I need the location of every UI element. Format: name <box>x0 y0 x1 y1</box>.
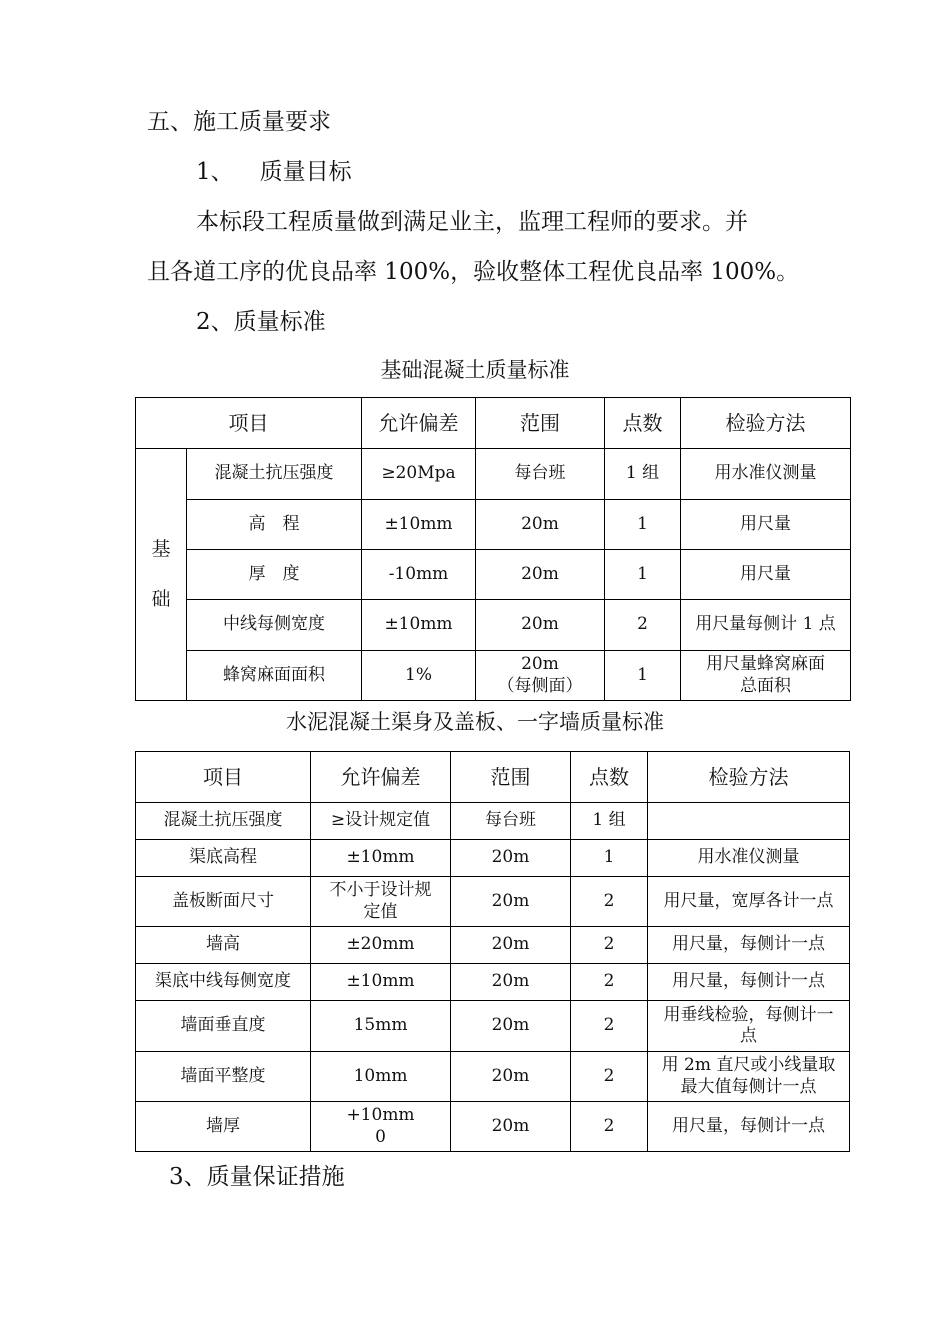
cell-tolerance: ≥设计规定值 <box>311 803 451 840</box>
table2-header-tolerance: 允许偏差 <box>311 752 451 803</box>
paragraph-line-1: 本标段工程质量做到满足业主，监理工程师的要求。并 <box>196 209 748 235</box>
cell-item: 混凝土抗压强度 <box>136 803 311 840</box>
cell-item: 墙厚 <box>136 1102 311 1152</box>
cell-range: 20m <box>451 964 571 1001</box>
cell-tolerance-line: 不小于设计规 <box>329 880 432 901</box>
cell-item: 蜂窝麻面面积 <box>187 651 362 701</box>
table1-header-range: 范围 <box>476 398 605 449</box>
table2-header-item: 项目 <box>136 752 311 803</box>
cell-range-line: （每侧面） <box>497 675 583 696</box>
cell-item: 中线每侧宽度 <box>187 600 362 651</box>
foundation-quality-table <box>135 397 851 701</box>
table1-header-row <box>136 398 851 449</box>
cell-method <box>648 1052 850 1102</box>
cell-range: 20m <box>451 1052 571 1102</box>
cell-item: 混凝土抗压强度 <box>187 449 362 500</box>
cell-tolerance: 15mm <box>311 1001 451 1052</box>
cell-method <box>648 1001 850 1052</box>
cell-tolerance <box>311 1102 451 1152</box>
cell-method <box>648 803 850 840</box>
group-label-foundation <box>136 449 187 701</box>
cell-tolerance: 10mm <box>311 1052 451 1102</box>
cell-item: 高 程 <box>187 500 362 550</box>
cell-item: 厚 度 <box>187 550 362 600</box>
cell-tolerance: ±10mm <box>311 964 451 1001</box>
cell-range: 20m <box>451 1102 571 1152</box>
cell-item: 渠底中线每侧宽度 <box>136 964 311 1001</box>
table-row <box>136 500 851 550</box>
cell-range: 20m <box>476 600 605 651</box>
table1-header-tolerance: 允许偏差 <box>362 398 476 449</box>
cell-range-line: 20m <box>521 654 559 675</box>
paragraph-line-2: 且各道工序的优良品率 100%，验收整体工程优良品率 100%。 <box>147 259 800 285</box>
cell-range: 20m <box>476 500 605 550</box>
cell-range: 每台班 <box>451 803 571 840</box>
cell-method: 用水准仪测量 <box>648 840 850 877</box>
table2-header-points: 点数 <box>571 752 648 803</box>
cell-method: 用尺量 <box>681 500 851 550</box>
table2-header-row <box>136 752 850 803</box>
cell-range: 20m <box>476 550 605 600</box>
cell-points: 1 <box>571 840 648 877</box>
table2-caption: 水泥混凝土渠身及盖板、一字墙质量标准 <box>286 710 664 734</box>
table-row <box>136 651 851 701</box>
cell-method-line: 用垂线检验，每侧计一 <box>663 1004 834 1025</box>
table2-header-range: 范围 <box>451 752 571 803</box>
cell-method: 用尺量，每侧计一点 <box>648 1102 850 1152</box>
section-heading: 五、施工质量要求 <box>147 109 331 135</box>
cell-tolerance-line: 0 <box>375 1126 386 1147</box>
cell-range: 20m <box>451 877 571 927</box>
table-row <box>136 877 850 927</box>
cell-points: 2 <box>571 1102 648 1152</box>
cell-method-line: 点 <box>740 1026 757 1046</box>
table-row <box>136 803 850 840</box>
table-row <box>136 1102 850 1152</box>
table-row <box>136 927 850 964</box>
goal-title: 质量目标 <box>259 159 352 185</box>
cell-points: 1 组 <box>605 449 681 500</box>
cell-points: 2 <box>605 600 681 651</box>
cell-points: 1 <box>605 500 681 550</box>
cell-method: 用尺量，每侧计一点 <box>648 964 850 1001</box>
channel-quality-table <box>135 751 850 1152</box>
cell-points: 2 <box>571 877 648 927</box>
cell-method: 用尺量 <box>681 550 851 600</box>
table1-header-item: 项目 <box>136 398 362 449</box>
cell-tolerance: ≥20Mpa <box>362 449 476 500</box>
table-row <box>136 1052 850 1102</box>
cell-tolerance: ±10mm <box>362 500 476 550</box>
cell-item: 墙面平整度 <box>136 1052 311 1102</box>
cell-points: 1 <box>605 550 681 600</box>
table-row <box>136 600 851 651</box>
cell-method-line: 总面积 <box>740 675 791 696</box>
cell-method <box>681 651 851 701</box>
cell-method-line: 用 2m 直尺或小线量取 <box>661 1055 836 1076</box>
cell-method: 用尺量，宽厚各计一点 <box>648 877 850 927</box>
table-row <box>136 449 851 500</box>
cell-tolerance: ±10mm <box>311 840 451 877</box>
cell-range: 20m <box>451 927 571 964</box>
cell-method: 用尺量每侧计 1 点 <box>681 600 851 651</box>
goal-number: 1、 <box>196 159 234 185</box>
table-row <box>136 964 850 1001</box>
cell-tolerance-line: +10mm <box>346 1105 415 1126</box>
cell-item: 墙高 <box>136 927 311 964</box>
cell-method: 用尺量，每侧计一点 <box>648 927 850 964</box>
cell-method-line: 最大值每侧计一点 <box>680 1076 817 1097</box>
cell-range: 20m <box>451 1001 571 1052</box>
cell-points: 1 组 <box>571 803 648 840</box>
table1-caption: 基础混凝土质量标准 <box>380 358 570 382</box>
cell-tolerance: ±20mm <box>311 927 451 964</box>
cell-tolerance: 1% <box>362 651 476 701</box>
cell-method: 用水准仪测量 <box>681 449 851 500</box>
cell-item: 墙面垂直度 <box>136 1001 311 1052</box>
cell-tolerance-line: 定值 <box>363 901 398 922</box>
cell-points: 2 <box>571 964 648 1001</box>
cell-tolerance: ±10mm <box>362 600 476 651</box>
group-label-char: 基 <box>151 538 171 561</box>
measures-heading: 3、质量保证措施 <box>169 1164 345 1190</box>
group-label-char: 础 <box>151 587 171 610</box>
table2-header-method: 检验方法 <box>648 752 850 803</box>
cell-points: 2 <box>571 927 648 964</box>
table-row <box>136 1001 850 1052</box>
table-row <box>136 550 851 600</box>
cell-tolerance: -10mm <box>362 550 476 600</box>
standard-heading: 2、质量标准 <box>196 309 326 335</box>
cell-method-line: 用尺量蜂窝麻面 <box>706 654 825 675</box>
goal-heading <box>196 153 352 186</box>
cell-points: 2 <box>571 1052 648 1102</box>
cell-range: 每台班 <box>476 449 605 500</box>
cell-range <box>476 651 605 701</box>
table1-header-points: 点数 <box>605 398 681 449</box>
table1-header-method: 检验方法 <box>681 398 851 449</box>
table-row <box>136 840 850 877</box>
cell-item: 渠底高程 <box>136 840 311 877</box>
cell-points: 1 <box>605 651 681 701</box>
cell-item: 盖板断面尺寸 <box>136 877 311 927</box>
cell-tolerance <box>311 877 451 927</box>
cell-points: 2 <box>571 1001 648 1052</box>
cell-range: 20m <box>451 840 571 877</box>
